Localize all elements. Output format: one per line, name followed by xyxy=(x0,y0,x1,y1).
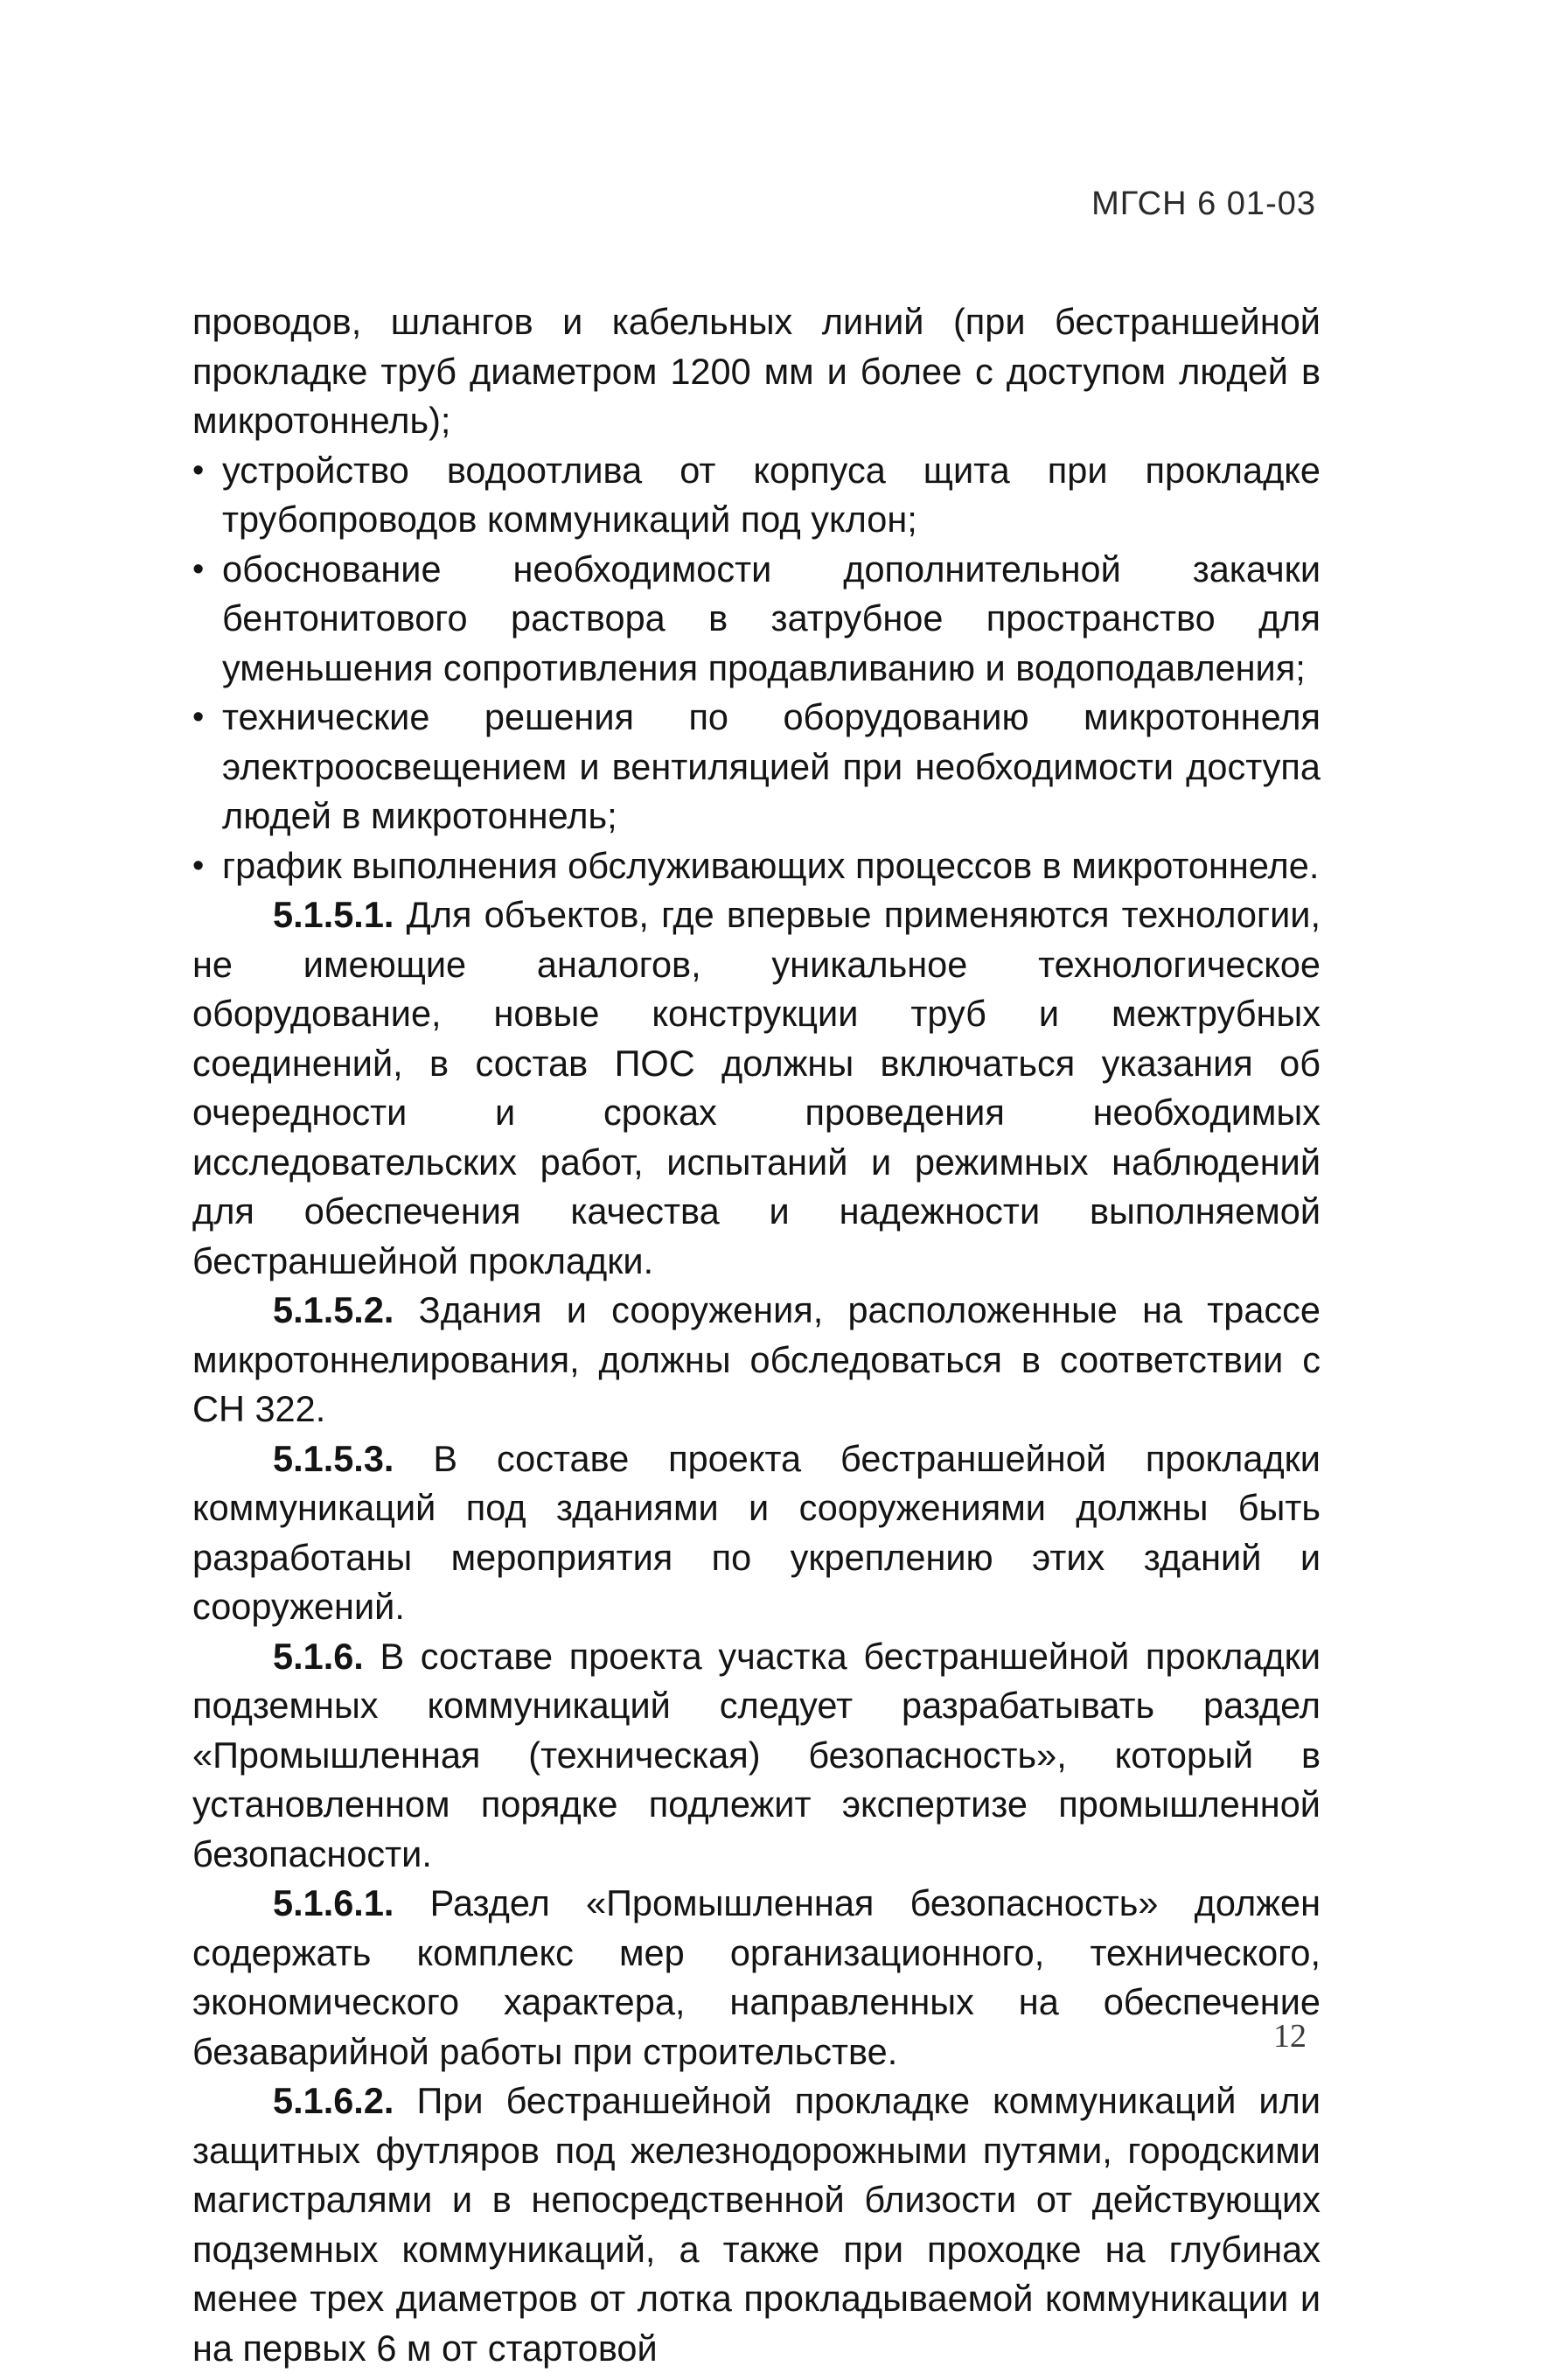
clause-number: 5.1.6. xyxy=(273,1635,364,1677)
clause-number: 5.1.5.1. xyxy=(273,894,394,935)
bullet-item xyxy=(192,841,1321,891)
document-code-header: МГСН 6 01-03 xyxy=(1091,185,1316,222)
paragraph-5-1-6 xyxy=(192,1632,1321,1880)
paragraph-5-1-5-2 xyxy=(192,1286,1321,1434)
bullet-text: технические решения по оборудованию микротоннеля электроосвещением и вентиляцией при необходимости доступа людей в микротоннель; xyxy=(222,696,1321,836)
bullet-text: обоснование необходимости дополнительной закачки бентонитового раствора в затрубное пространство для уменьшения сопротивления продавливанию и водоподавления; xyxy=(222,548,1321,688)
paragraph-5-1-5-1 xyxy=(192,890,1321,1286)
bullet-text: график выполнения обслуживающих процессов в микротоннеле. xyxy=(222,844,1320,886)
paragraph-5-1-5-3 xyxy=(192,1434,1321,1632)
bullet-icon: • xyxy=(192,550,205,588)
bullet-item xyxy=(192,693,1321,841)
bullet-icon: • xyxy=(192,847,205,884)
clause-text: В составе проекта участка бестраншейной прокладки подземных коммуникаций следует разрабатывать раздел «Промышленная (техническая) безопасность», который в установленном порядке подлежит экспертизе промышленной безопасности. xyxy=(192,1635,1321,1874)
bullet-list xyxy=(192,446,1321,891)
clause-number: 5.1.5.3. xyxy=(273,1437,394,1479)
clause-number: 5.1.5.2. xyxy=(273,1289,394,1330)
clause-text: Раздел «Промышленная безопасность» должен содержать комплекс мер организационного, технического, экономического характера, направленных на обеспечение безаварийной работы при строительстве. xyxy=(192,1882,1321,2072)
paragraph-5-1-6-1 xyxy=(192,1879,1321,2076)
bullet-icon: • xyxy=(192,699,205,736)
document-body xyxy=(192,297,1321,2373)
clause-text: Здания и сооружения, расположенные на трассе микротоннелирования, должны обследоваться в соответствии с СН 322. xyxy=(192,1289,1321,1429)
bullet-icon: • xyxy=(192,451,205,489)
bullet-item xyxy=(192,446,1321,545)
clause-text: Для объектов, где впервые применяются технологии, не имеющие аналогов, уникальное технологическое оборудование, новые конструкции труб и межтрубных соединений, в состав ПОС должны включаться указания об очередности и сроках проведения необходимых исследовательских работ, испытаний и режимных наблюдений для обеспечения качества и надежности выполняемой бестраншейной прокладки. xyxy=(192,894,1321,1281)
clause-number: 5.1.6.2. xyxy=(273,2080,394,2121)
bullet-item xyxy=(192,545,1321,694)
bullet-text: устройство водоотлива от корпуса щита при прокладке трубопроводов коммуникаций под уклон; xyxy=(222,449,1321,540)
clause-number: 5.1.6.1. xyxy=(273,1882,394,1923)
page-number: 12 xyxy=(1273,2018,1307,2055)
clause-text: В составе проекта бестраншейной прокладки коммуникаций под зданиями и сооружениями должны быть разработаны мероприятия по укреплению этих зданий и сооружений. xyxy=(192,1437,1321,1627)
clause-text: При бестраншейной прокладке коммуникаций или защитных футляров под железнодорожными путями, городскими магистралями и в непосредственной близости от действующих подземных коммуникаций, а также при проходке на глубинах менее трех диаметров от лотка прокладываемой коммуникации и на первых 6 м от стартовой xyxy=(192,2080,1321,2369)
continuation-text: проводов, шлангов и кабельных линий (при бестраншейной прокладке труб диаметром 1200 мм и более с доступом людей в микротоннель); xyxy=(192,301,1321,441)
paragraph-5-1-6-2 xyxy=(192,2076,1321,2373)
